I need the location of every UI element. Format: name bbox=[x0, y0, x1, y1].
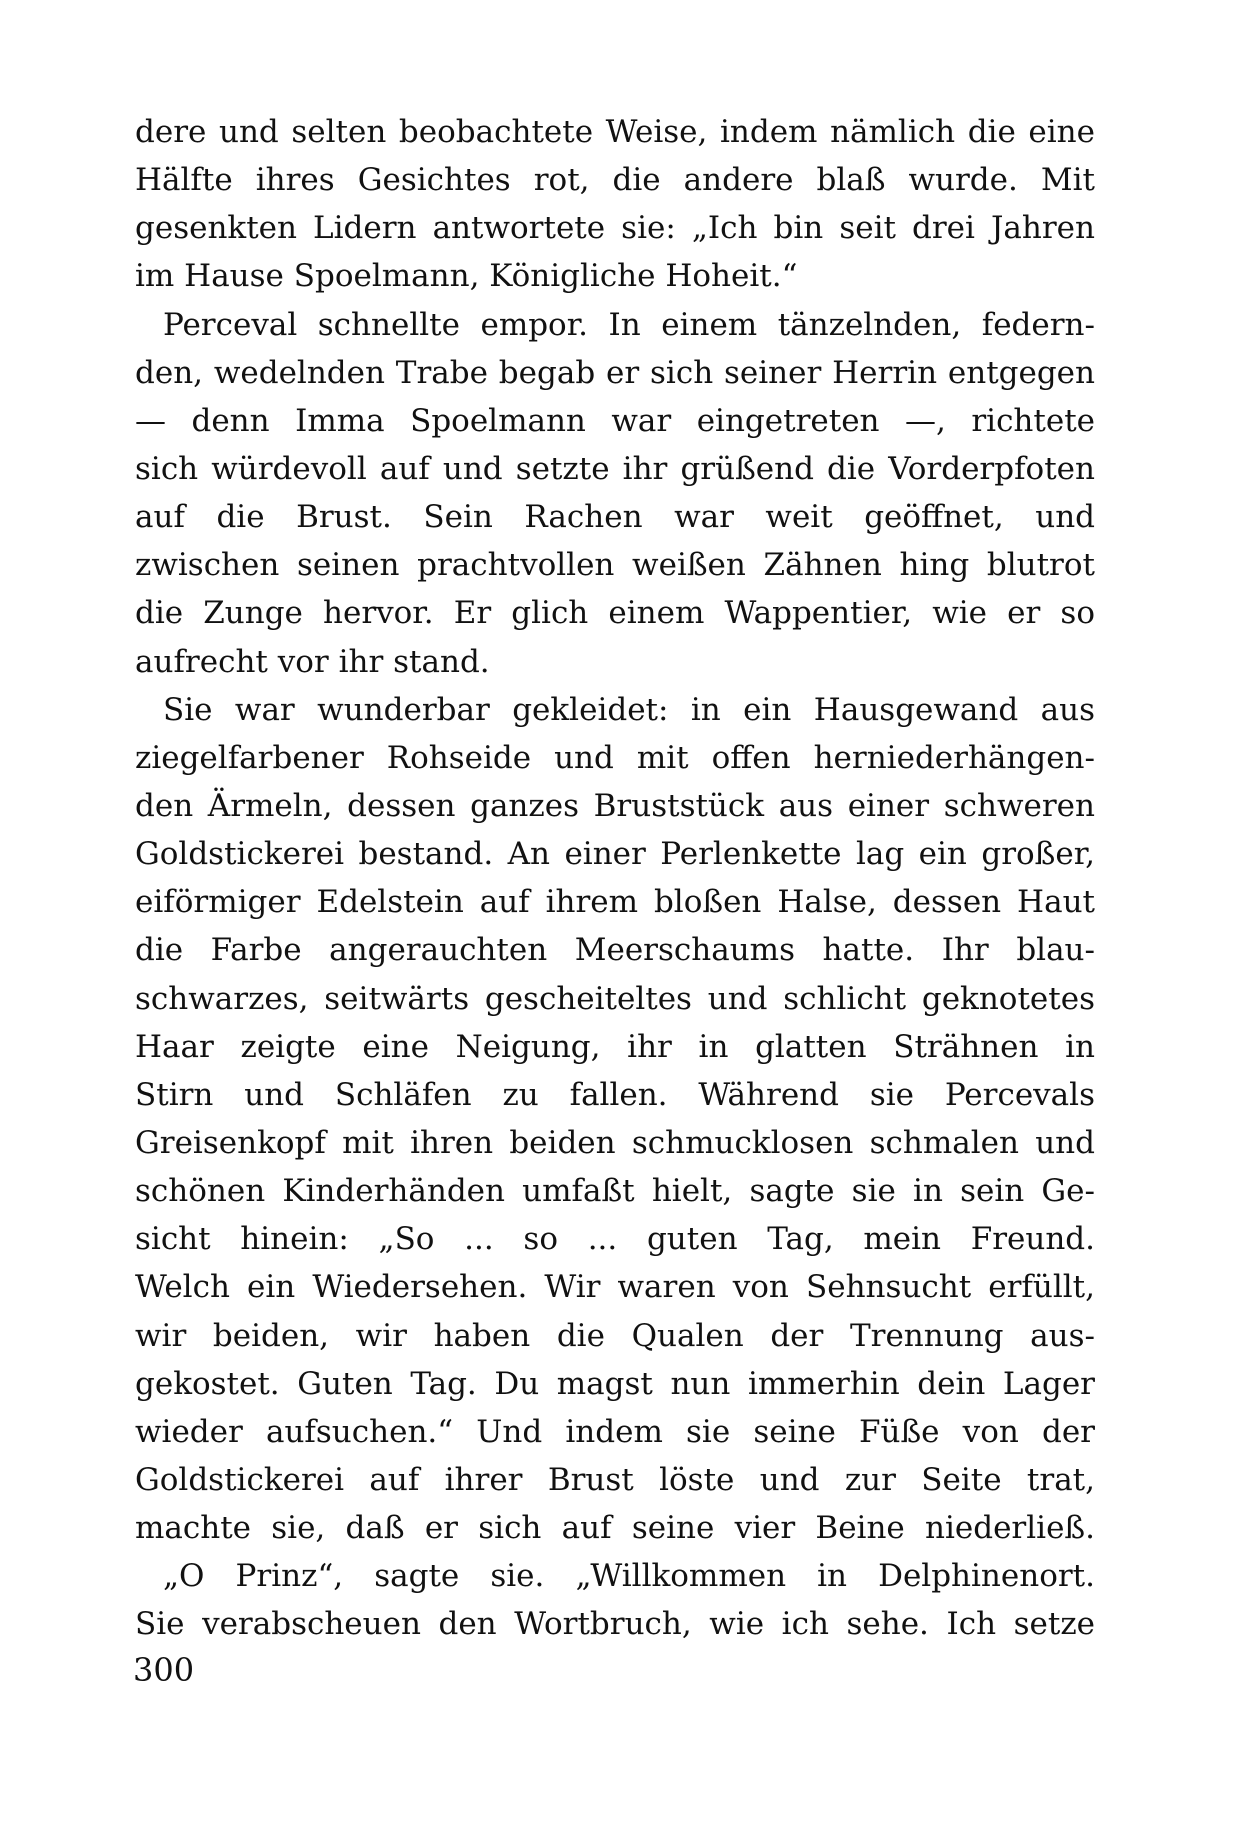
text-line: aufrecht vor ihr stand. bbox=[135, 643, 490, 680]
text-line: Sie verabscheuen den Wortbruch, wie ich sehe. Ich setze bbox=[135, 1606, 1095, 1643]
text-line: schönen Kinderhänden umfaßt hielt, sagte sie in sein Ge- bbox=[135, 1173, 1095, 1210]
text-line: den Ärmeln, dessen ganzes Bruststück aus einer schweren bbox=[135, 787, 1095, 824]
page-number: 300 bbox=[133, 1651, 195, 1689]
text-line: Haar zeigte eine Neigung, ihr in glatten Strähnen in bbox=[135, 1028, 1095, 1065]
text-line: Greisenkopf mit ihren beiden schmucklosen schmalen und bbox=[135, 1124, 1095, 1161]
text-line: dere und selten beobachtete Weise, indem nämlich die eine bbox=[135, 114, 1095, 150]
text-line: zwischen seinen prachtvollen weißen Zähnen hing blutrot bbox=[135, 547, 1095, 584]
body-text bbox=[135, 108, 1095, 1649]
text-line: die Farbe angerauchten Meerschaums hatte. Ihr blau- bbox=[135, 932, 1095, 969]
text-line: Sie war wunderbar gekleidet: in ein Hausgewand aus bbox=[163, 691, 1095, 728]
text-line: Goldstickerei auf ihrer Brust löste und zur Seite trat, bbox=[135, 1461, 1095, 1498]
text-line: gekostet. Guten Tag. Du magst nun immerhin dein Lager bbox=[135, 1365, 1095, 1402]
text-line: die Zunge hervor. Er glich einem Wappentier, wie er so bbox=[135, 595, 1095, 632]
text-line: schwarzes, seitwärts gescheiteltes und schlicht geknotetes bbox=[135, 980, 1095, 1017]
text-line: Hälfte ihres Gesichtes rot, die andere blaß wurde. Mit bbox=[135, 162, 1095, 199]
text-line: im Hause Spoelmann, Königliche Hoheit.“ bbox=[135, 258, 798, 295]
text-line: ziegelfarbener Rohseide und mit offen herniederhängen- bbox=[135, 739, 1095, 776]
text-line: sicht hinein: „So ... so ... guten Tag, mein Freund. bbox=[135, 1221, 1095, 1258]
text-line: wieder aufsuchen.“ Und indem sie seine Füße von der bbox=[135, 1413, 1095, 1450]
text-line: Stirn und Schläfen zu fallen. Während sie Percevals bbox=[135, 1076, 1095, 1113]
text-line: sich würdevoll auf und setzte ihr grüßend die Vorderpfoten bbox=[135, 450, 1095, 487]
text-line: „O Prinz“, sagte sie. „Willkommen in Delphinenort. bbox=[163, 1558, 1095, 1595]
text-line: eiförmiger Edelstein auf ihrem bloßen Halse, dessen Haut bbox=[135, 884, 1095, 921]
text-line: — denn Imma Spoelmann war eingetreten —, richtete bbox=[135, 402, 1095, 439]
text-line: gesenkten Lidern antwortete sie: „Ich bin seit drei Jahren bbox=[135, 210, 1095, 247]
text-line: den, wedelnden Trabe begab er sich seiner Herrin entgegen bbox=[135, 354, 1095, 391]
text-line: machte sie, daß er sich auf seine vier Beine niederließ. bbox=[135, 1510, 1095, 1547]
text-line: wir beiden, wir haben die Qualen der Trennung aus- bbox=[135, 1317, 1095, 1354]
text-line: Perceval schnellte empor. In einem tänzelnden, federn- bbox=[163, 306, 1095, 343]
text-line: Goldstickerei bestand. An einer Perlenkette lag ein großer, bbox=[135, 836, 1095, 873]
text-line: Welch ein Wiedersehen. Wir waren von Sehnsucht erfüllt, bbox=[135, 1269, 1095, 1306]
text-line: auf die Brust. Sein Rachen war weit geöffnet, und bbox=[135, 499, 1095, 536]
